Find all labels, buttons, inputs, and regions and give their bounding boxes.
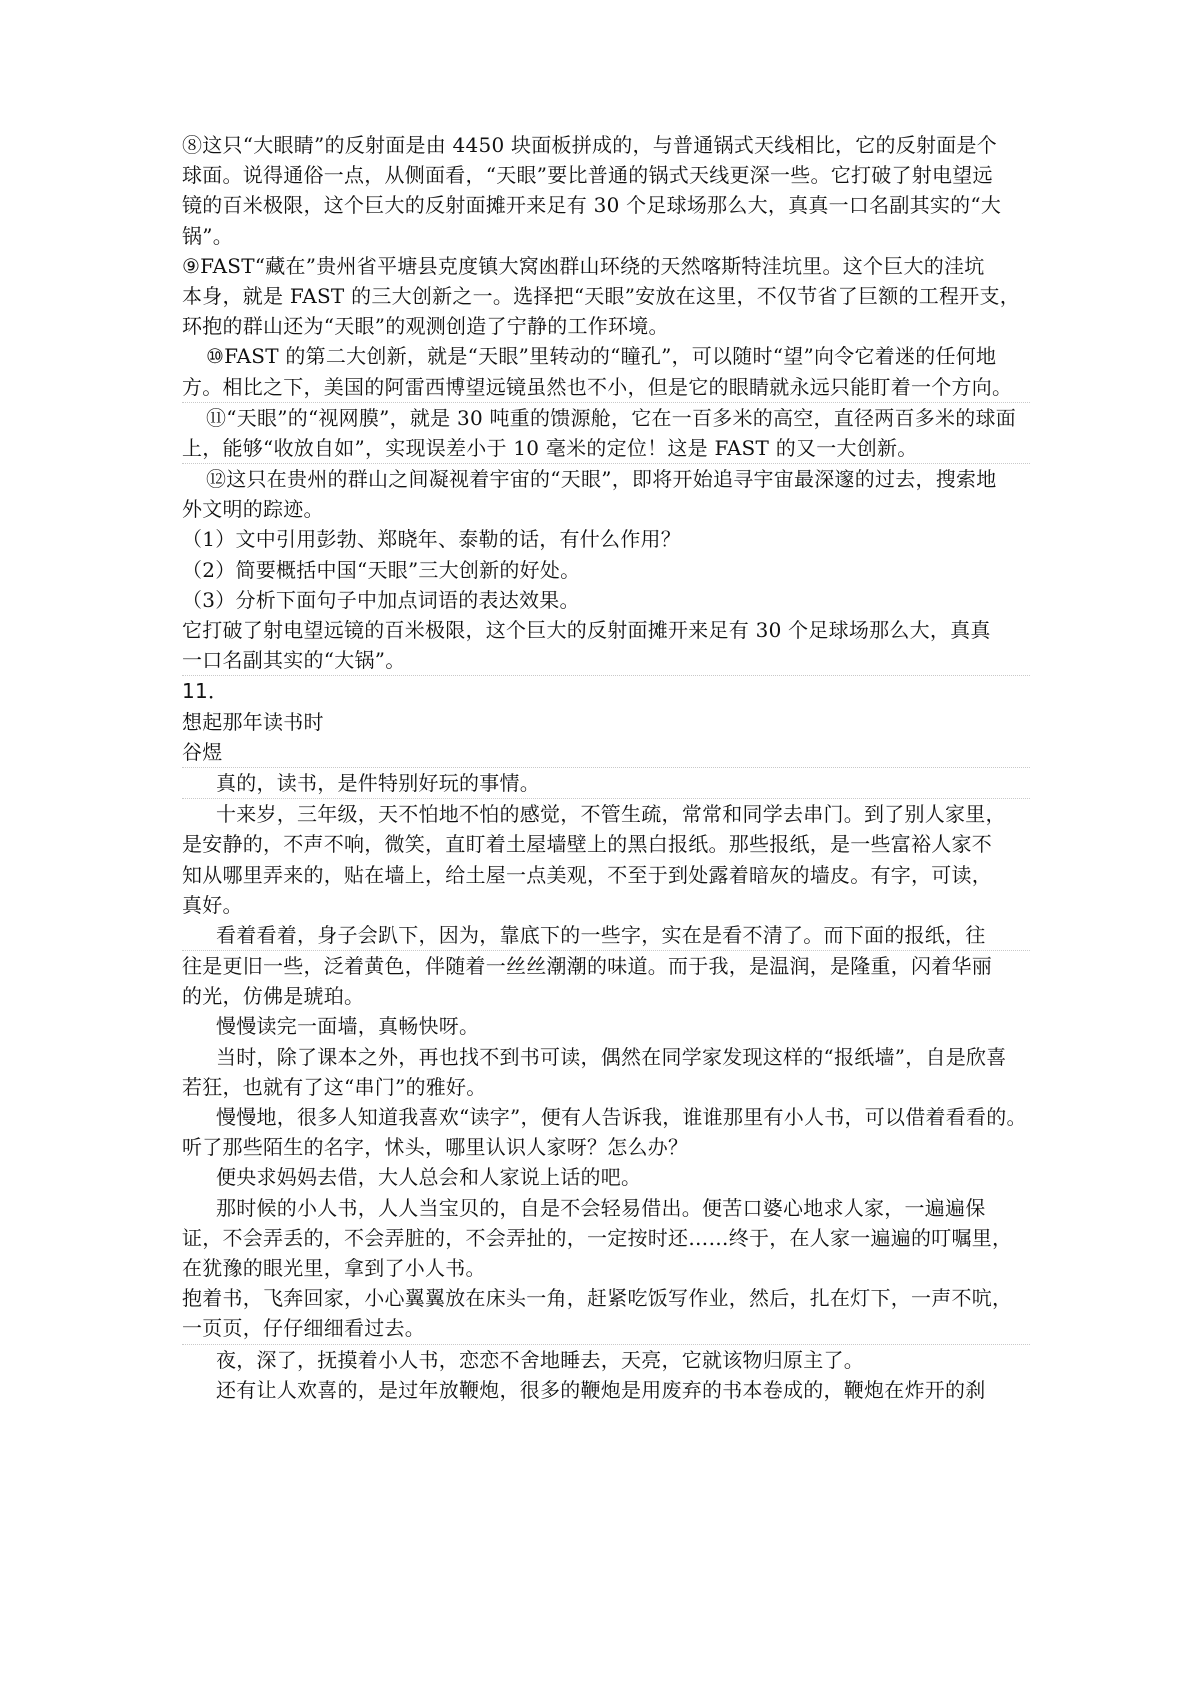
question-number: 11．	[182, 679, 229, 704]
article-author: 谷煜	[182, 737, 1030, 768]
text-line: 十来岁，三年级，天不怕地不怕的感觉，不管生疏，常常和同学去串门。到了别人家里，	[216, 802, 1006, 827]
quote-line: 一口名副其实的“大锅”。	[182, 645, 1030, 676]
text-line: 是安静的，不声不响，微笑，直盯着土屋墙壁上的黑白报纸。那些报纸，是一些富裕人家不	[182, 832, 992, 857]
text-line: 听了那些陌生的名字，怵头，哪里认识人家呀？怎么办？	[182, 1135, 689, 1160]
text-line: 看着看着，身子会趴下，因为，靠底下的一些字，实在是看不清了。而下面的报纸，往	[182, 920, 1030, 951]
quote-line: 它打破了射电望远镜的百米极限，这个巨大的反射面摊开来足有 30 个足球场那么大，真真	[182, 618, 991, 642]
text-line: 夜，深了，抚摸着小人书，恋恋不舍地睡去，天亮，它就该物归原主了。	[216, 1347, 864, 1372]
text-line: 一页页，仔仔细细看过去。	[182, 1313, 1030, 1344]
text-line: 证，不会弄丢的，不会弄脏的，不会弄扯的，一定按时还……终于，在人家一遍遍的叮嘱里，	[182, 1225, 1013, 1250]
text-line: 真好。	[182, 892, 243, 917]
text-line: ⑫这只在贵州的群山之间凝视着宇宙的“天眼”，即将开始追寻宇宙最深邃的过去，搜索地	[206, 467, 997, 492]
text-line: 锅”。	[182, 223, 233, 248]
text-line: 真的，读书，是件特别好玩的事情。	[182, 768, 1030, 799]
text-line: 本身，就是 FAST 的三大创新之一。选择把“天眼”安放在这里，不仅节省了巨额的工程开支，	[182, 283, 1021, 308]
text-line: 知从哪里弄来的，贴在墙上，给土屋一点美观，不至于到处露着暗灰的墙皮。有字，可读，	[182, 862, 992, 887]
text-line: 慢慢读完一面墙，真畅快呀。	[216, 1014, 480, 1039]
text-line: ⑪“天眼”的“视网膜”，就是 30 吨重的馈源舱，它在一百多米的高空，直径两百多米的球面	[206, 405, 1017, 430]
text-line: 当时，除了课本之外，再也找不到书可读，偶然在同学家发现这样的“报纸墙”，自是欣喜	[216, 1044, 1007, 1069]
text-line: 方。相比之下，美国的阿雷西博望远镜虽然也不小，但是它的眼睛就永远只能盯着一个方向。	[182, 372, 1030, 403]
text-line: 球面。说得通俗一点，从侧面看，“天眼”要比普通的锅式天线更深一些。它打破了射电望远	[182, 163, 993, 188]
text-line: 的光，仿佛是琥珀。	[182, 984, 365, 1009]
question-item: （1）文中引用彭勃、郑晓年、泰勒的话，有什么作用？	[182, 527, 681, 552]
article-body	[182, 768, 1030, 1405]
text-line: 在犹豫的眼光里，拿到了小人书。	[182, 1255, 486, 1280]
text-line: 镜的百米极限，这个巨大的反射面摊开来足有 30 个足球场那么大，真真一口名副其实的“大	[182, 193, 1002, 218]
text-line: 抱着书，飞奔回家，小心翼翼放在床头一角，赶紧吃饭写作业，然后，扎在灯下，一声不吭，	[182, 1286, 1013, 1311]
question-item: （3）分析下面句子中加点词语的表达效果。	[182, 587, 580, 612]
text-line: ⑩FAST 的第二大创新，就是“天眼”里转动的“瞳孔”，可以随时“望”向令它着迷的任何地	[206, 344, 997, 369]
document-page	[182, 130, 1030, 1405]
text-line: 若狂，也就有了这“串门”的雅好。	[182, 1074, 487, 1099]
text-line: 还有让人欢喜的，是过年放鞭炮，很多的鞭炮是用废弃的书本卷成的，鞭炮在炸开的刹	[216, 1377, 986, 1402]
question-item: （2）简要概括中国“天眼”三大创新的好处。	[182, 557, 581, 582]
text-line: 外文明的踪迹。	[182, 497, 324, 522]
text-line: ⑨FAST“藏在”贵州省平塘县克度镇大窝凼群山环绕的天然喀斯特洼坑里。这个巨大的洼坑	[182, 253, 985, 278]
text-line: 便央求妈妈去借，大人总会和人家说上话的吧。	[216, 1165, 642, 1190]
text-line: 上，能够“收放自如”，实现误差小于 10 毫米的定位！这是 FAST 的又一大创新。	[182, 433, 1030, 464]
article-title: 想起那年读书时	[182, 709, 324, 734]
text-line: ⑧这只“大眼睛”的反射面是由 4450 块面板拼成的，与普通锅式天线相比，它的反射面是个	[182, 133, 998, 157]
text-line: 环抱的群山还为“天眼”的观测创造了宁静的工作环境。	[182, 314, 669, 339]
text-line: 慢慢地，很多人知道我喜欢“读字”，便有人告诉我，谁谁那里有小人书，可以借着看看的。	[216, 1105, 1027, 1129]
text-line: 往是更旧一些，泛着黄色，伴随着一丝丝潮潮的味道。而于我，是温润，是隆重，闪着华丽	[182, 954, 992, 979]
text-line: 那时候的小人书，人人当宝贝的，自是不会轻易借出。便苦口婆心地求人家，一遍遍保	[216, 1195, 986, 1220]
